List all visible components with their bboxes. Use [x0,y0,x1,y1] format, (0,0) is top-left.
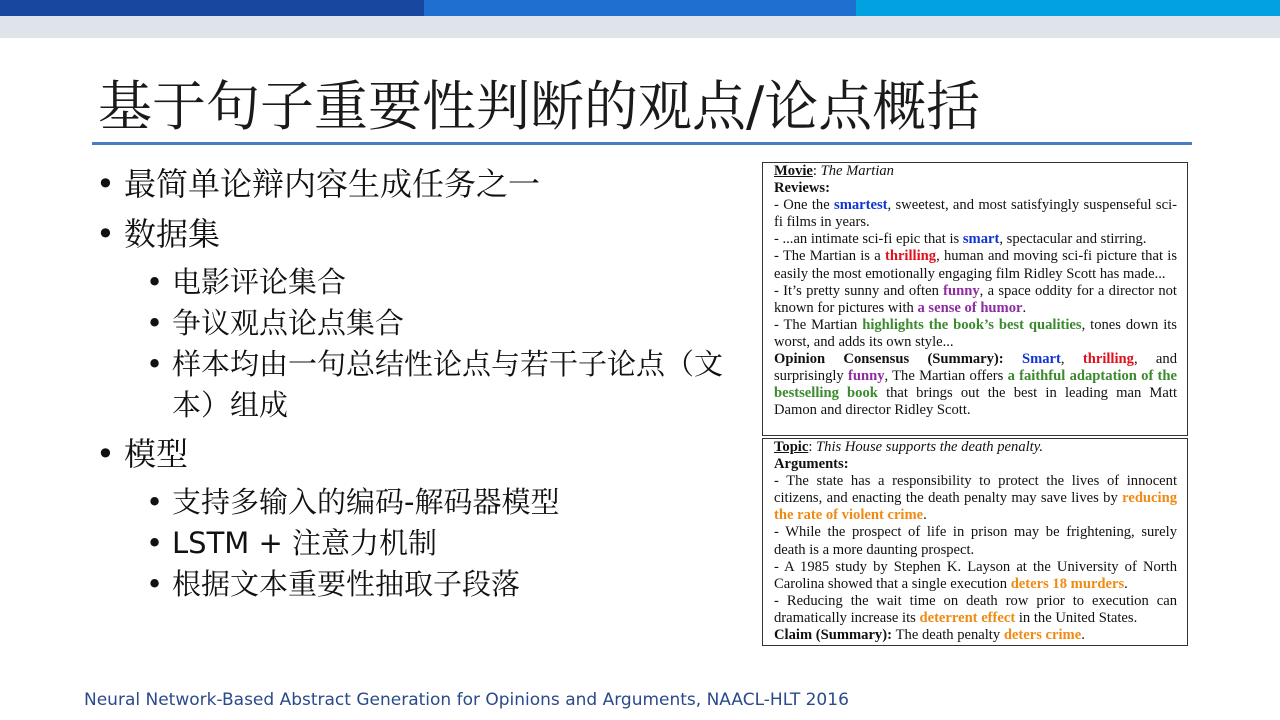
arguments-label: Arguments [774,456,844,473]
argument-1: - The state has a responsibility to protect the lives of innocent citizens, and enacting the death penalty may save lives by reducing the rate of violent crime. [774,473,1177,524]
review-1: - One the smartest, sweetest, and most satisfyingly suspenseful sci-fi films in years. [774,197,1177,231]
topic-title: This House supports the death penalty. [816,439,1044,455]
argument-example-box: Topic: This House supports the death penalty. Arguments: - The state has a responsibility to protect the lives of innocent citizens, and enacting the death penalty may save lives by reducing the rate of violent crime. - While the prospect of life in prison may be frightening, surely death is a more daunting prospect. - A 1985 study by Stephen K. Layson at the University of North Carolina showed that a single execution deters 18 murders. - Reducing the wait time on death row prior to execution can dramatically increase its deterrent effect in the United States. Claim (Summary): The death penalty deters crime. [762,438,1188,646]
bullet-simple-task: • 最简单论辩内容生成任务之一 [96,162,736,206]
sub-bullet-movie-reviews: • 电影评论集合 [146,262,736,303]
header-band-dark [0,0,424,16]
argument-3: - A 1985 study by Stephen K. Layson at the University of North Carolina showed that a single execution deters 18 murders. [774,558,1177,592]
review-4: - It’s pretty sunny and often funny, a space oddity for a director not known for pictures with a sense of humor. [774,282,1177,316]
claim-summary: Claim (Summary): The death penalty deters crime. [774,627,1085,644]
sub-bullet-lstm-attention: • LSTM + 注意力机制 [146,523,736,564]
movie-example-box: Movie: The Martian Reviews: - One the smartest, sweetest, and most satisfyingly suspenseful sci-fi films in years. - ...an intimate sci-fi epic that is smart, spectacular and stirring. - The Martian is a thrilling, human and moving sci-fi picture that is easily the most emotionally engaging film Ridley Scott has made... - It’s pretty sunny and often funny, a space oddity for a director not known for pictures with a sense of humor. - The Martian highlights the book’s best qualities, tones down its worst, and adds its own style... Opinion Consensus (Summary): Smart, thrilling, and surprisingly funny, The Martian offers a faithful adaptation of the bestselling book that brings out the best in leading man Matt Damon and director Ridley Scott. [762,162,1188,436]
review-2: - ...an intimate sci-fi epic that is smart, spectacular and stirring. [774,231,1147,248]
bullet-list [96,162,736,605]
header-subband [0,16,1280,38]
sub-bullet-sample-format: • 样本均由一句总结性论点与若干子论点（文本）组成 [146,344,736,426]
reviews-label: Reviews [774,180,826,197]
slide-title: 基于句子重要性判断的观点/论点概括 [98,75,981,138]
bullet-model: • 模型 [96,432,736,476]
review-3: - The Martian is a thrilling, human and moving sci-fi picture that is easily the most emotionally engaging film Ridley Scott has made... [774,248,1177,282]
review-5: - The Martian highlights the book’s best qualities, tones down its worst, and adds its own style... [774,316,1177,350]
topic-label: Topic [774,439,809,455]
sub-bullet-encoder-decoder: • 支持多输入的编码-解码器模型 [146,482,736,523]
movie-label: Movie [774,163,813,179]
title-divider [92,142,1192,145]
argument-2: - While the prospect of life in prison may be frightening, surely death is a more daunting prospect. [774,524,1177,558]
citation-footer: Neural Network-Based Abstract Generation for Opinions and Arguments, NAACL-HLT 2016 [84,690,849,710]
sub-bullet-arguments: • 争议观点论点集合 [146,303,736,344]
sub-bullet-importance-extraction: • 根据文本重要性抽取子段落 [146,564,736,605]
bullet-dataset: • 数据集 [96,212,736,256]
movie-title: The Martian [820,163,894,179]
argument-4: - Reducing the wait time on death row prior to execution can dramatically increase its deterrent effect in the United States. [774,592,1177,626]
opinion-summary: Opinion Consensus (Summary): Smart, thrilling, and surprisingly funny, The Martian offers a faithful adaptation of the bestselling book that brings out the best in leading man Matt Damon and director Ridley Scott. [774,351,1178,419]
header-band-mid [424,0,856,16]
header-band-light [856,0,1280,16]
